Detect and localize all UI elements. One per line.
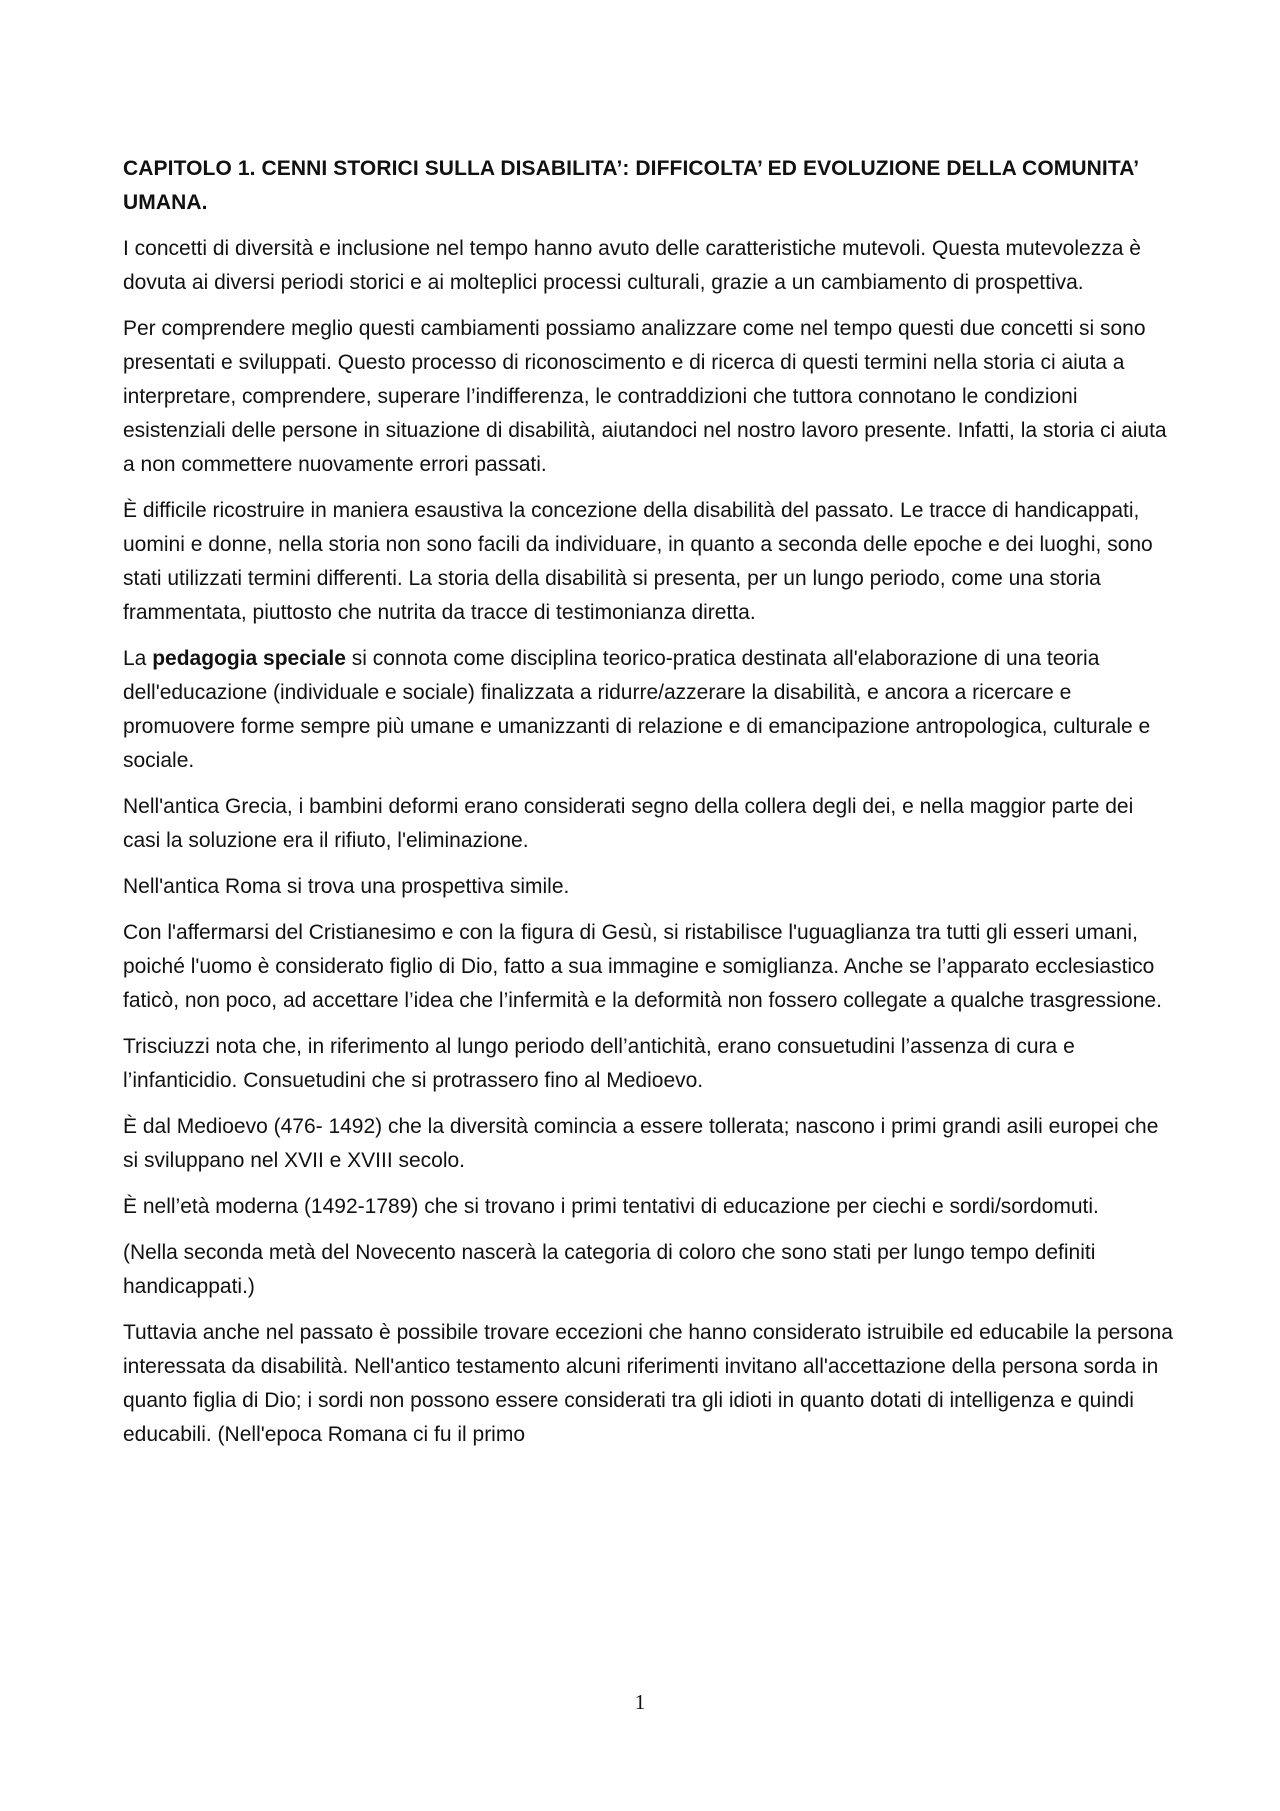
- paragraph: Trisciuzzi nota che, in riferimento al lungo periodo dell’antichità, erano consuetudini l’assenza di cura e l’infanticidio. Consuetudini che si protrassero fino al Medioevo.: [123, 1035, 1075, 1092]
- paragraph: I concetti di diversità e inclusione nel tempo hanno avuto delle caratteristiche mutevoli. Questa mutevolezza è dovuta ai diversi periodi storici e ai molteplici processi culturali, grazie a un cambiamento di prospettiva.: [123, 237, 1141, 294]
- paragraph: Tuttavia anche nel passato è possibile trovare eccezioni che hanno considerato istruibile ed educabile la persona interessata da disabilità. Nell'antico testamento alcuni riferimenti invitano all'accettazione della persona sorda in quanto figlia di Dio; i sordi non possono essere considerati tra gli idioti in quanto dotati di intelligenza e quindi educabili. (Nell'epoca Romana ci fu il primo: [123, 1321, 1173, 1446]
- page-number: 1: [634, 1690, 646, 1714]
- paragraph: È nell’età moderna (1492-1789) che si trovano i primi tentativi di educazione per ciechi e sordi/sordomuti.: [123, 1195, 1099, 1218]
- paragraph: Per comprendere meglio questi cambiamenti possiamo analizzare come nel tempo questi due concetti si sono presentati e sviluppati. Questo processo di riconoscimento e di ricerca di questi termini nella storia ci aiuta a interpretare, comprendere, superare l’indifferenza, le contraddizioni che tuttora connotano le condizioni esistenziali delle persone in situazione di disabilità, aiutandoci nel nostro lavoro presente. Infatti, la storia ci aiuta a non commettere nuovamente errori passati.: [123, 317, 1167, 476]
- document-body: [123, 152, 1173, 1464]
- paragraph: Con l'affermarsi del Cristianesimo e con la figura di Gesù, si ristabilisce l'uguaglianza tra tutti gli esseri umani, poiché l'uomo è considerato figlio di Dio, fatto a sua immagine e somiglianza. Anche se l’apparato ecclesiastico faticò, non poco, ad accettare l’idea che l’infermità e la deformità non fossero collegate a qualche trasgressione.: [123, 921, 1162, 1012]
- text-run: si connota come disciplina teorico-pratica destinata all'elaborazione di una teoria dell'educazione (individuale e sociale) finalizzata a ridurre/azzerare la disabilità, e ancora a ricercare e promuovere forme sempre più umane e umanizzanti di relazione e di emancipazione antropologica, culturale e sociale.: [123, 647, 1151, 772]
- paragraph: (Nella seconda metà del Novecento nascerà la categoria di coloro che sono stati per lungo tempo definiti handicappati.): [123, 1241, 1096, 1298]
- paragraph: Nell'antica Roma si trova una prospettiva simile.: [123, 875, 570, 898]
- paragraph: È difficile ricostruire in maniera esaustiva la concezione della disabilità del passato. Le tracce di handicappati, uomini e donne, nella storia non sono facili da individuare, in quanto a seconda delle epoche e dei luoghi, sono stati utilizzati termini differenti. La storia della disabilità si presenta, per un lungo periodo, come una storia frammentata, piuttosto che nutrita da tracce di testimonianza diretta.: [123, 499, 1153, 624]
- chapter-title: CAPITOLO 1. CENNI STORICI SULLA DISABILITA’: DIFFICOLTA’ ED EVOLUZIONE DELLA COMUNITA’ UMANA.: [123, 157, 1139, 214]
- bold-term: pedagogia speciale: [152, 647, 346, 670]
- paragraph-pedagogia: [123, 642, 1173, 778]
- paragraph: È dal Medioevo (476- 1492) che la diversità comincia a essere tollerata; nascono i primi grandi asili europei che si sviluppano nel XVII e XVIII secolo.: [123, 1115, 1159, 1172]
- paragraph: Nell'antica Grecia, i bambini deformi erano considerati segno della collera degli dei, e nella maggior parte dei casi la soluzione era il rifiuto, l'eliminazione.: [123, 795, 1134, 852]
- text-run: La: [123, 647, 153, 670]
